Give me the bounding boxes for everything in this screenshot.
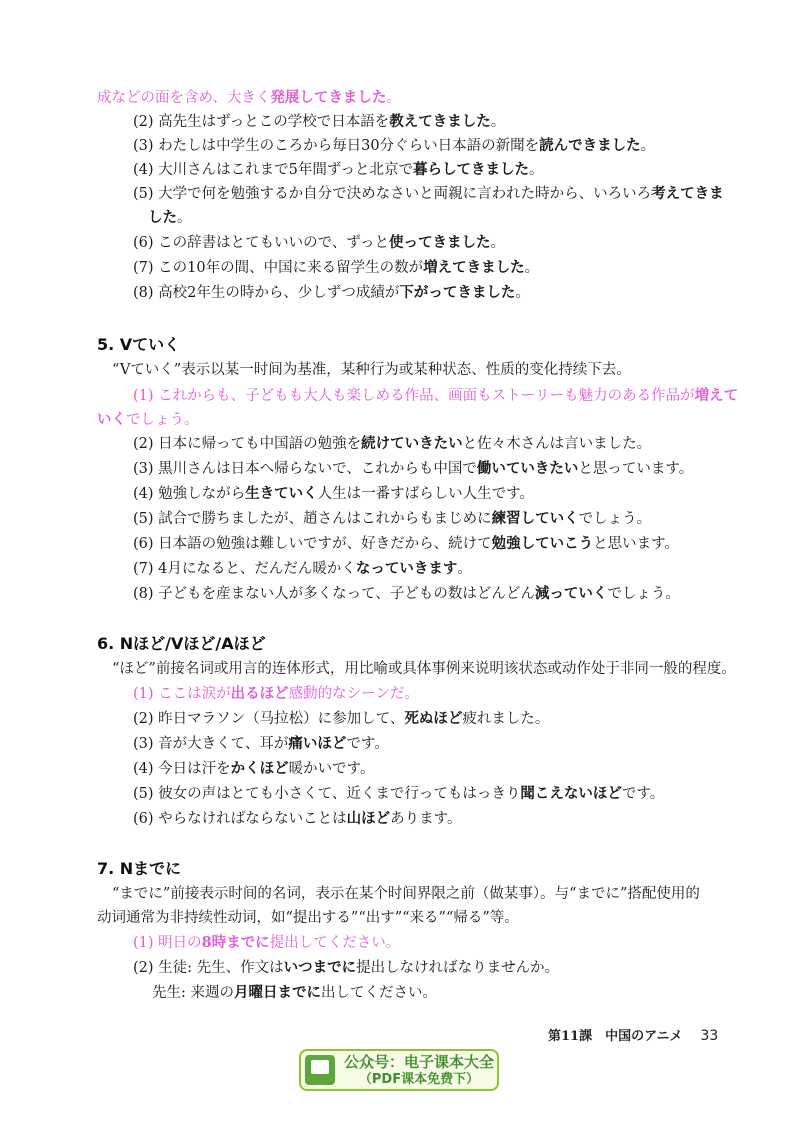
lesson-title: 第11課 中国のアニメ [548,1029,683,1044]
example-text: (8) 高校2年生の時から、少しずつ成績が [133,285,400,301]
grammar-highlight: 下がってきました [399,284,516,301]
page-number: 33 [700,1028,719,1044]
grammar-highlight: 練習していく [491,510,579,527]
grammar-highlight: 山ほど [346,810,391,827]
example-text: でしょう。 [607,586,680,602]
sec4-example-7 [133,258,539,278]
example-text: でしょう。 [578,511,652,527]
example-text: (2) 高先生はずっとこの学校で日本語を [133,114,390,130]
grammar-highlight: 痛いほど [288,735,347,752]
example-text: 。 [529,162,544,178]
example-text: (1) これからも、子どもも大人も楽しめる作品、画面もストーリーも魅力のある作品が [133,388,695,404]
example-text: (2) 日本に帰っても中国語の勉強を [133,436,362,452]
sec6-example-4 [133,759,375,779]
example-text: (5) 彼女の声はとても小さくて、近くまで行ってもはっきり [133,786,521,802]
example-text: 。 [386,90,401,106]
grammar-highlight: 減っていく [534,585,608,602]
example-text: (4) 大川さんはこれまで5年間ずっと北京で [133,162,414,178]
example-text: 出してください。 [321,985,437,1001]
sec7-example-2-reply [152,983,437,1003]
example-text: (6) やらなければならないことは [133,811,347,827]
grammar-highlight: した [148,209,177,226]
example-text: (2) 昨日マラソン（马拉松）に参加して、 [133,711,405,727]
section-heading-hodo: 6. Nほど/Vほど/Aほど [97,634,266,653]
sec6-example-1 [133,684,419,704]
grammar-highlight: 増えて [694,387,739,404]
sec4-example-4 [133,160,544,180]
example-text: (3) 音が大きくて、耳が [133,736,289,752]
sec5-example-3 [133,459,693,479]
example-text: でしょう。 [126,412,199,428]
grammar-highlight: 月曜日までに [234,984,321,1001]
sec4-example-6 [133,233,505,253]
example-text: 。 [457,561,472,577]
book-logo-icon [305,1055,335,1085]
grammar-highlight: いく [97,411,126,428]
grammar-highlight: 増えてきました [423,259,525,276]
example-text: 。 [524,260,540,276]
example-text: 。 [640,138,656,154]
example-text: 。 [490,235,505,251]
example-text: と思います。 [593,536,679,552]
example-text: と思っています。 [578,461,694,477]
sec5-example-6 [133,534,679,554]
grammar-highlight: 考えてきま [651,185,724,202]
sec4-example-3 [133,136,655,156]
example-text: あります。 [390,811,462,827]
grammar-highlight: 勉強していこう [491,535,594,552]
section-description: “ほど”前接名词或用言的连体形式，用比喻或具体事例来说明该状态或动作处于非同一般的程度。 [112,661,736,677]
example-text: (2) 生徒: 先生、作文は [133,960,284,976]
section-heading-v-teiku: 5. Vていく [97,335,181,354]
example-text: 暖かいです。 [288,761,375,777]
example-text: 。 [490,114,506,130]
grammar-highlight: 死ぬほど [404,710,463,727]
grammar-highlight: 発展してきました [270,89,387,106]
sec5-example-8 [133,584,680,604]
grammar-highlight: 暮らしてきました [413,161,530,178]
sec5-example-7 [133,559,472,579]
grammar-highlight: 聞こえないほど [520,785,622,802]
grammar-highlight: 8時までに [201,934,270,951]
grammar-highlight: いつまでに [283,959,357,976]
sec6-example-5 [133,784,664,804]
sec5-example-4 [133,484,534,504]
sec4-example-8 [133,283,530,303]
grammar-highlight: 使ってきました [389,234,491,251]
section-description: “Vていく”表示以某一时间为基准，某种行为或某种状态、性质的变化持续下去。 [112,362,631,378]
example-text: 疲れました。 [462,711,550,727]
sec4-example-1-continued [97,88,401,108]
sec5-example-1 [133,386,738,406]
sec5-example-5 [133,509,651,529]
example-text: 提出しなければなりませんか。 [356,960,560,976]
section-heading-madeni: 7. Nまでに [97,859,182,878]
sec7-example-1 [133,933,400,953]
example-text: 感動的なシーンだ。 [288,686,419,702]
grammar-highlight: 続けていきたい [361,435,463,452]
example-text: (5) 試合で勝ちましたが、趙さんはこれからもまじめに [133,511,492,527]
sec4-example-2 [133,112,505,132]
sec6-example-6 [133,809,462,829]
example-text: (6) この辞書はとてもいいので、ずっと [133,235,389,251]
sec4-example-5-continued [148,208,192,228]
example-text: (3) わたしは中学生のころから毎日30分ぐらい日本語の新聞を [133,138,540,154]
watermark-stamp [299,1049,499,1091]
example-text: 成などの面を含め、大きく [97,90,271,106]
example-text: 。 [177,210,192,226]
page-footer [548,1027,718,1046]
sec5-example-2 [133,434,651,454]
sec6-example-3 [133,734,389,754]
sec5-example-1-continued [97,410,199,430]
example-text: (3) 黒川さんは日本へ帰らないで、これからも中国で [133,461,477,477]
grammar-highlight: 出るほど [230,685,289,702]
stamp-line-1: 公众号：电子课本大全 [343,1053,494,1071]
example-text: 先生: 来週の [152,985,234,1001]
example-text: 。 [515,285,530,301]
grammar-highlight: 働いていきたい [476,460,579,477]
sec6-example-2 [133,709,549,729]
sec4-example-5 [133,184,724,204]
example-text: (1) ここは涙が [133,686,231,702]
section-description-continued: 动词通常为非持续性动词，如“提出する”“出す”“来る”“帰る”等。 [97,910,519,926]
example-text: (4) 勉強しながら [133,486,246,502]
example-text: (4) 今日は汗を [133,761,231,777]
example-text: です。 [621,786,665,802]
example-text: (6) 日本語の勉強は難しいですが、好きだから、続けて [133,536,492,552]
example-text: と佐々木さんは言いました。 [462,436,652,452]
example-text: (1) 明日の [133,935,202,951]
example-text: です。 [346,736,389,752]
grammar-highlight: 生きていく [245,485,318,502]
example-text: (8) 子どもを産まない人が多くなって、子どもの数はどんどん [133,586,535,602]
grammar-highlight: なっていきます [355,560,458,577]
grammar-highlight: 教えてきました [389,113,491,130]
example-text: (7) 4月になると、だんだん暖かく [133,561,356,577]
section-description: “までに”前接表示时间的名词，表示在某个时间界限之前（做某事）。与“までに”搭配使用的 [112,886,700,902]
example-text: (7) この10年の間、中国に来る留学生の数が [133,260,424,276]
sec7-example-2 [133,958,559,978]
grammar-highlight: かくほど [230,760,289,777]
grammar-highlight: 読んできました [539,137,641,154]
stamp-line-2: （PDF课本免费下） [358,1072,480,1087]
example-text: (5) 大学で何を勉強するか自分で決めなさいと両親に言われた時から、いろいろ [133,186,652,202]
example-text: 提出してください。 [269,935,401,951]
example-text: 人生は一番すばらしい人生です。 [317,486,534,502]
